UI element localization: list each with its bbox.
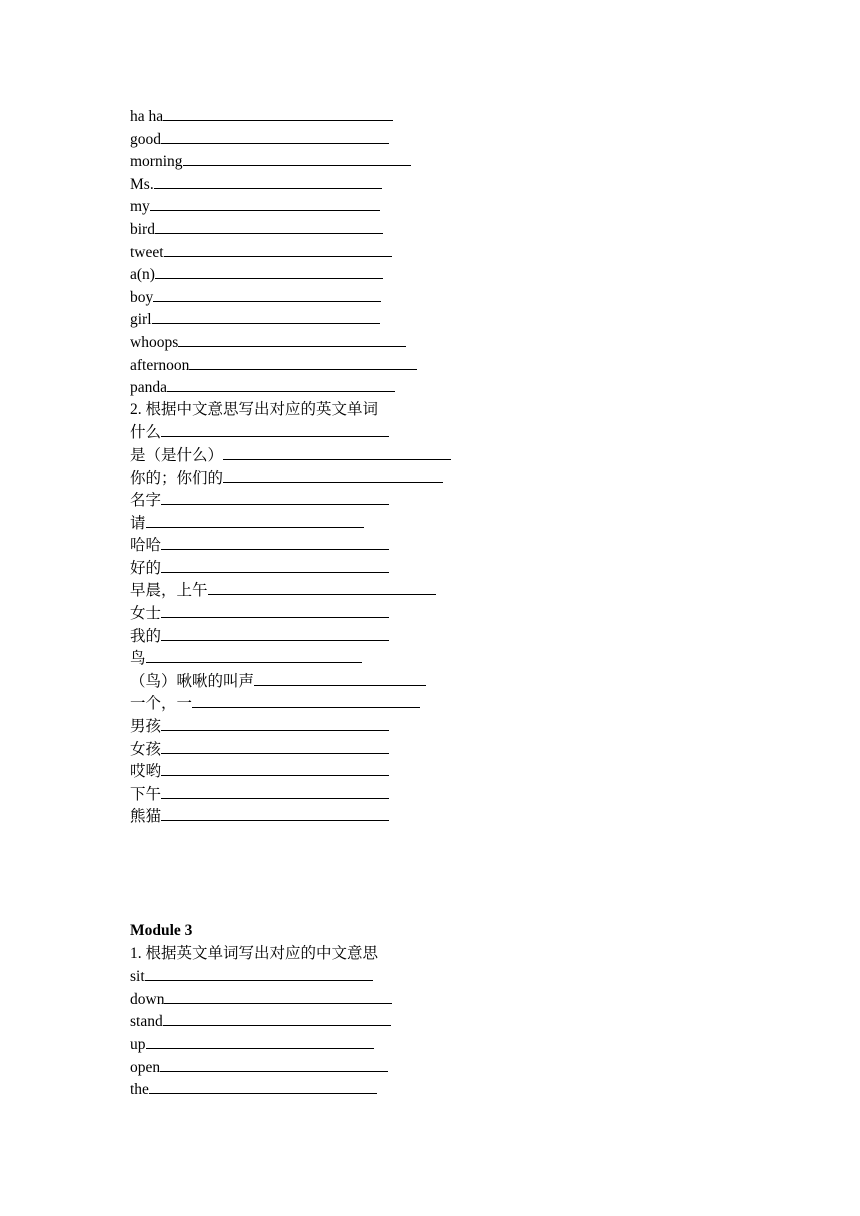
english-word-word: afternoon [130, 356, 190, 374]
english-word-row [130, 376, 830, 399]
answer-blank[interactable] [163, 105, 393, 121]
chinese-word-row [130, 602, 830, 625]
module3-english-word-word: stand [130, 1013, 163, 1031]
module3-english-word-word: the [130, 1081, 149, 1099]
chinese-word-word: 你的；你们的 [130, 469, 224, 487]
english-word-row [130, 173, 830, 196]
english-to-chinese-list [130, 105, 830, 399]
english-word-row [130, 331, 830, 354]
chinese-word-word: 鸟 [130, 650, 146, 668]
answer-blank[interactable] [178, 331, 406, 347]
chinese-word-row [130, 738, 830, 761]
answer-blank[interactable] [145, 965, 373, 981]
english-word-word: boy [130, 288, 154, 306]
answer-blank[interactable] [154, 173, 382, 189]
module-3-english-list [130, 965, 830, 1101]
answer-blank[interactable] [164, 988, 392, 1004]
chinese-word-word: 男孩 [130, 718, 162, 736]
answer-blank[interactable] [161, 534, 389, 550]
module3-english-word-row [130, 1056, 830, 1079]
answer-blank[interactable] [149, 1078, 377, 1094]
module3-english-word-row [130, 1078, 830, 1101]
answer-blank[interactable] [167, 376, 395, 392]
chinese-word-row [130, 421, 830, 444]
answer-blank[interactable] [153, 286, 381, 302]
english-word-word: good [130, 130, 161, 148]
chinese-word-word: 女士 [130, 605, 162, 623]
english-word-word: panda [130, 379, 168, 397]
answer-blank[interactable] [146, 1033, 374, 1049]
answer-blank[interactable] [161, 783, 389, 799]
answer-blank[interactable] [161, 625, 389, 641]
english-word-word: morning [130, 153, 183, 171]
module3-english-word-row [130, 988, 830, 1011]
answer-blank[interactable] [161, 738, 389, 754]
english-word-row [130, 105, 830, 128]
english-word-word: girl [130, 311, 152, 329]
answer-blank[interactable] [163, 1010, 391, 1026]
answer-blank[interactable] [161, 421, 389, 437]
answer-blank[interactable] [223, 467, 443, 483]
chinese-word-word: 哈哈 [130, 537, 162, 555]
chinese-word-word: 下午 [130, 785, 162, 803]
chinese-word-row [130, 512, 830, 535]
english-word-word: ha ha [130, 108, 164, 125]
chinese-word-row [130, 625, 830, 648]
english-word-word: Ms. [130, 175, 154, 193]
chinese-to-english-list [130, 421, 830, 828]
chinese-word-word: 请 [130, 514, 146, 532]
english-word-word: tweet [130, 243, 164, 261]
chinese-word-row [130, 557, 830, 580]
chinese-word-row [130, 783, 830, 806]
english-word-row [130, 286, 830, 309]
chinese-word-row [130, 760, 830, 783]
chinese-word-row [130, 579, 830, 602]
answer-blank[interactable] [146, 647, 362, 663]
answer-blank[interactable] [161, 557, 389, 573]
chinese-word-word: 女孩 [130, 740, 162, 758]
english-word-row [130, 128, 830, 151]
answer-blank[interactable] [155, 263, 383, 279]
chinese-word-word: 是（是什么） [130, 446, 224, 464]
english-word-word: a(n) [130, 266, 155, 284]
answer-blank[interactable] [161, 805, 389, 821]
english-word-word: my [130, 198, 150, 216]
answer-blank[interactable] [161, 602, 389, 618]
chinese-word-row [130, 670, 830, 693]
answer-blank[interactable] [155, 218, 383, 234]
english-word-row [130, 150, 830, 173]
chinese-word-word: 熊猫 [130, 808, 162, 826]
english-word-row [130, 263, 830, 286]
answer-blank[interactable] [161, 760, 389, 776]
answer-blank[interactable] [183, 150, 411, 166]
chinese-word-word: 好的 [130, 559, 162, 577]
chinese-word-row [130, 805, 830, 828]
module3-english-word-row [130, 1033, 830, 1056]
answer-blank[interactable] [192, 692, 420, 708]
chinese-word-row [130, 715, 830, 738]
chinese-word-row [130, 647, 830, 670]
answer-blank[interactable] [164, 241, 392, 257]
english-word-row [130, 354, 830, 377]
chinese-word-word: 名字 [130, 492, 162, 510]
module3-english-word-word: open [130, 1058, 161, 1076]
chinese-word-row [130, 489, 830, 512]
chinese-word-row [130, 534, 830, 557]
module3-english-word-row [130, 1010, 830, 1033]
answer-blank[interactable] [152, 308, 380, 324]
english-word-word: whoops [130, 333, 179, 351]
module3-english-word-word: sit [130, 968, 145, 986]
module3-english-word-word: down [130, 990, 165, 1008]
answer-blank[interactable] [161, 128, 389, 144]
answer-blank[interactable] [160, 1056, 388, 1072]
english-word-row [130, 218, 830, 241]
chinese-word-row [130, 692, 830, 715]
module-3-title: Module 3 [130, 922, 193, 939]
answer-blank[interactable] [161, 489, 389, 505]
answer-blank[interactable] [161, 715, 389, 731]
answer-blank[interactable] [150, 195, 380, 211]
worksheet-page [130, 105, 830, 1101]
answer-blank[interactable] [208, 579, 436, 595]
english-word-row [130, 308, 830, 331]
answer-blank[interactable] [254, 670, 426, 686]
chinese-word-word: 一个，一 [130, 695, 193, 713]
chinese-word-word: （鸟）啾啾的叫声 [130, 672, 255, 690]
chinese-word-row [130, 444, 830, 467]
english-word-word: bird [130, 220, 155, 238]
answer-blank[interactable] [223, 444, 451, 460]
module-3-section-1-heading: 1. 根据英文单词写出对应的中文意思 [130, 944, 379, 962]
chinese-word-word: 我的 [130, 627, 162, 645]
chinese-word-word: 早晨，上午 [130, 582, 208, 600]
chinese-word-word: 什么 [130, 424, 162, 442]
spacer [130, 828, 830, 920]
module3-english-word-row [130, 965, 830, 988]
english-word-row [130, 241, 830, 264]
chinese-word-row [130, 467, 830, 490]
answer-blank[interactable] [146, 512, 364, 528]
answer-blank[interactable] [189, 354, 417, 370]
chinese-word-word: 哎哟 [130, 763, 162, 781]
english-word-row [130, 195, 830, 218]
module3-english-word-word: up [130, 1035, 146, 1053]
section-2-heading: 2. 根据中文意思写出对应的英文单词 [130, 400, 379, 418]
